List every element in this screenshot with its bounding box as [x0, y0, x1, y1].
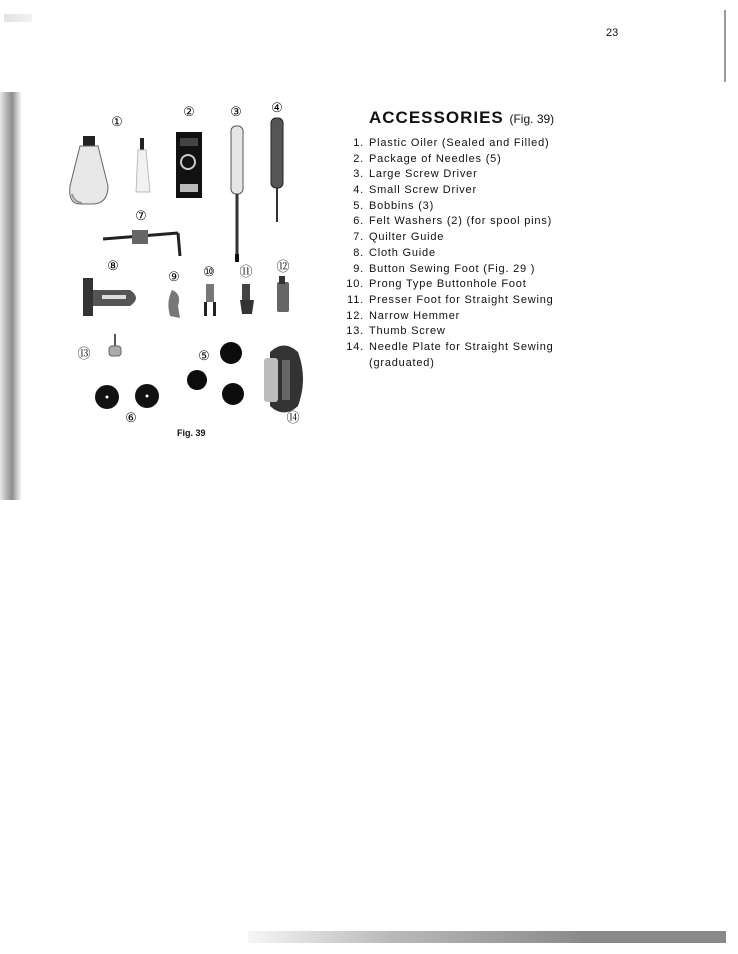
large-screw-driver-icon: [231, 126, 243, 262]
callout-5: ⑤: [198, 349, 210, 364]
narrow-hemmer-icon: [277, 276, 289, 312]
list-item-text: Prong Type Buttonhole Foot: [369, 278, 527, 291]
cloth-guide-icon: [83, 278, 136, 316]
list-item-number: 3.: [353, 168, 364, 181]
figure-reference: (Fig. 39): [509, 112, 555, 126]
oiler-cap-icon: [136, 138, 150, 192]
quilter-guide-icon: [103, 230, 180, 256]
scan-edge-left: [0, 92, 22, 500]
list-item-text: Presser Foot for Straight Sewing: [369, 293, 554, 306]
callout-1: ①: [111, 115, 123, 130]
list-item: [346, 152, 554, 168]
section-title: [369, 108, 554, 128]
list-item-number: 2.: [353, 152, 364, 165]
list-item-text: Plastic Oiler (Sealed and Filled): [369, 137, 550, 149]
list-item: [346, 136, 554, 152]
oiler-icon: [70, 136, 108, 204]
callout-3: ③: [230, 105, 242, 120]
list-item-text: Needle Plate for Straight Sewing: [369, 340, 554, 353]
callout-13: ⑬: [77, 347, 91, 362]
thumb-screw-icon: [109, 334, 121, 356]
callout-8: ⑧: [107, 259, 119, 274]
needle-plate-icon: [264, 346, 303, 413]
list-item-number: 4.: [353, 184, 364, 197]
list-item-number: 6.: [353, 215, 364, 228]
list-item-number: 13.: [346, 325, 364, 338]
presser-foot-icon: [240, 284, 254, 314]
bobbin-icons: [187, 342, 244, 405]
list-item-text: Bobbins (3): [369, 199, 435, 212]
list-item-text: Large Screw Driver: [369, 168, 478, 181]
scan-edge-bottom: [248, 931, 726, 943]
list-item-number: 8.: [353, 246, 364, 259]
accessories-list: [346, 136, 554, 371]
accessories-photo: [58, 94, 308, 439]
callout-10: ⑩: [203, 265, 215, 280]
list-item-text: Small Screw Driver: [369, 184, 477, 197]
list-item: [346, 277, 554, 293]
list-item-number: 9.: [353, 262, 364, 275]
buttonhole-foot-icon: [204, 284, 216, 316]
list-item: [346, 340, 554, 371]
callout-4: ④: [271, 101, 283, 116]
scan-edge-top: [4, 14, 32, 22]
list-item-number: 11.: [347, 293, 364, 306]
callout-11: ⑪: [239, 265, 253, 280]
list-item-text: Quilter Guide: [369, 231, 445, 244]
felt-washer-icons: [95, 384, 159, 409]
scan-edge-right: [724, 10, 726, 82]
list-item-number: 7.: [353, 231, 364, 244]
list-item: [346, 246, 554, 262]
list-item-text: Thumb Screw: [369, 325, 446, 338]
list-item-number: 1.: [353, 137, 364, 149]
callout-2: ②: [183, 105, 195, 120]
list-item: [346, 230, 554, 246]
small-screw-driver-icon: [271, 118, 283, 222]
section-title-text: ACCESSORIES: [369, 108, 504, 127]
list-item-number: 14.: [346, 340, 364, 353]
list-item-number: 12.: [346, 309, 364, 322]
callout-12: ⑫: [276, 260, 290, 275]
needle-package-icon: [176, 132, 202, 198]
list-item: [346, 262, 554, 278]
list-item-text: Cloth Guide: [369, 246, 436, 259]
figure-caption: Fig. 39: [177, 428, 206, 438]
callout-14: ⑭: [286, 411, 300, 426]
list-item-text: Narrow Hemmer: [369, 309, 461, 322]
list-item-text: Button Sewing Foot (Fig. 29 ): [369, 262, 536, 275]
list-item: [346, 293, 554, 309]
list-item-text: Felt Washers (2) (for spool pins): [369, 215, 553, 228]
list-item: [346, 309, 554, 325]
list-item-continuation: (graduated): [369, 356, 435, 369]
list-item: [346, 167, 554, 183]
callout-9: ⑨: [168, 270, 180, 285]
list-item: [346, 214, 554, 230]
page-number: 23: [606, 27, 619, 39]
list-item: [346, 183, 554, 199]
list-item: [346, 324, 554, 340]
callout-7: ⑦: [135, 209, 147, 224]
button-sewing-foot-icon: [168, 290, 180, 318]
list-item-number: 10.: [346, 278, 364, 291]
list-item-text: Package of Needles (5): [369, 152, 502, 165]
list-item-number: 5.: [353, 199, 364, 212]
callout-6: ⑥: [125, 411, 137, 426]
list-item: [346, 199, 554, 215]
